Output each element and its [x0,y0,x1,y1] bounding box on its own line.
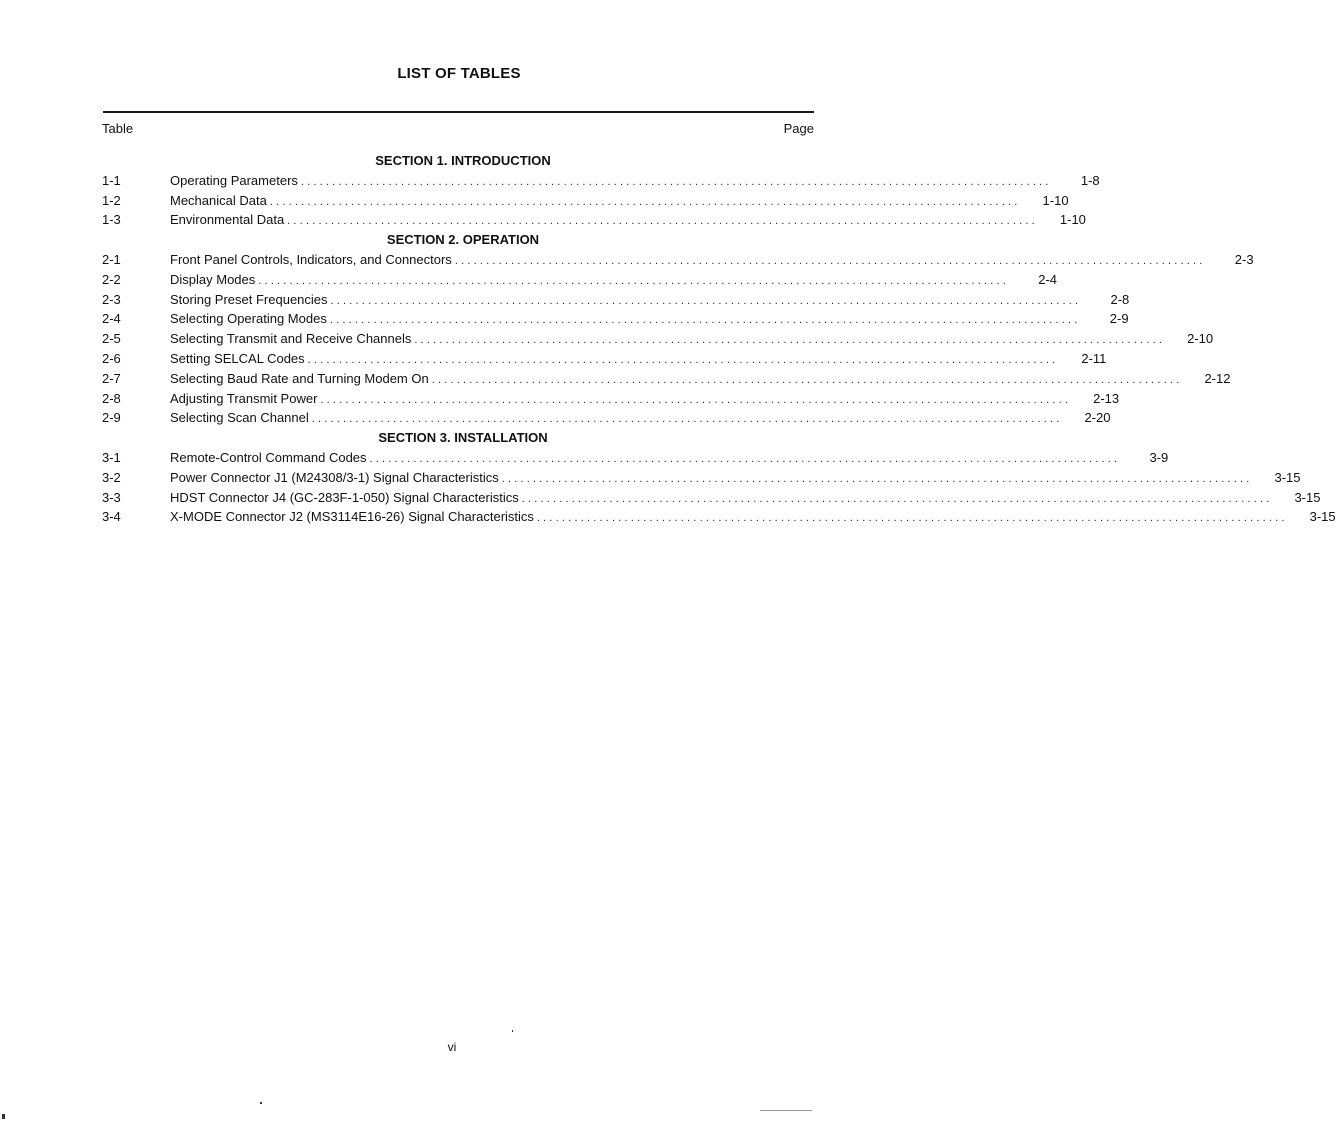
section-heading: SECTION 1. INTRODUCTION [375,153,551,168]
table-title: Selecting Transmit and Receive Channels [170,331,412,347]
dot-leader: ........................................................................................................................ [536,512,1288,525]
dot-leader: ........................................................................................................................ [269,195,1021,208]
table-number: 2-4 [102,311,121,327]
page-number: 3-15 [1294,489,1321,505]
table-column-heading: Table [102,121,134,136]
table-title: Environmental Data [170,212,285,228]
page-column-heading: Page [783,121,814,136]
table-title: Selecting Baud Rate and Turning Modem On [170,370,429,386]
page-number: 1-8 [1080,172,1100,188]
table-number: 2-7 [102,370,121,386]
page-folio: vi [447,1040,457,1054]
table-title: HDST Connector J4 (GC-283F-1-050) Signal Characteristics [170,489,519,505]
table-number: 2-3 [102,291,121,307]
page-number: 3-9 [1149,449,1169,465]
dot-leader: ........................................................................................................................ [414,334,1166,347]
dot-leader: ........................................................................................................................ [501,472,1253,485]
page-number: 2-12 [1204,370,1231,386]
table-title: Setting SELCAL Codes [170,350,305,366]
table-number: 1-2 [102,192,121,208]
page-number: 1-10 [1042,192,1069,208]
toc-entry[interactable] [102,210,1086,230]
dot-leader: ........................................................................................................................ [521,492,1273,505]
table-title: X-MODE Connector J2 (MS3114E16-26) Signal Characteristics [170,509,534,525]
table-number: 3-2 [102,469,121,485]
table-number: 2-5 [102,331,121,347]
page-number: 2-3 [1234,251,1254,267]
table-number: 2-9 [102,410,121,426]
section-heading: SECTION 2. OPERATION [386,232,540,248]
scan-speck [260,1102,262,1104]
page-number: 1-10 [1059,212,1086,228]
dot-leader: ........................................................................................................................ [258,274,1010,287]
table-title: Adjusting Transmit Power [170,390,318,406]
toc-entry[interactable] [102,250,1254,270]
dot-leader: ........................................................................................................................ [454,254,1206,267]
toc-entry[interactable] [102,290,1130,310]
page-number: 2-11 [1081,350,1107,366]
toc-entry[interactable] [102,507,1336,527]
dot-leader: ........................................................................................................................ [369,452,1121,465]
dot-leader: ........................................................................................................................ [329,314,1081,327]
toc-entry[interactable] [102,389,1120,409]
table-number: 1-3 [102,212,121,228]
table-title: Selecting Scan Channel [170,410,309,426]
page-number: 2-8 [1110,291,1130,307]
section-heading: SECTION 3. INSTALLATION [378,430,548,446]
toc-entry[interactable] [102,349,1107,369]
toc-entry[interactable] [102,270,1058,290]
toc-entry[interactable] [102,369,1231,389]
page-number: 3-15 [1309,509,1336,525]
toc-entry[interactable] [102,448,1169,468]
page-number: 2-13 [1093,390,1120,406]
toc-entry[interactable] [102,329,1214,349]
page-number: 3-15 [1274,469,1301,485]
table-number: 2-2 [102,271,121,287]
toc-entry[interactable] [102,191,1069,211]
table-title: Power Connector J1 (M24308/3-1) Signal Characteristics [170,469,499,485]
toc-entry[interactable] [102,488,1321,508]
scan-speck [2,1114,5,1119]
toc-entry[interactable] [102,468,1301,488]
toc-entry[interactable] [102,309,1129,329]
table-title: Storing Preset Frequencies [170,291,328,307]
table-title: Front Panel Controls, Indicators, and Connectors [170,251,452,267]
scan-speck [760,1110,812,1111]
dot-leader: ........................................................................................................................ [311,413,1063,426]
header-rule [103,111,814,113]
table-title: Mechanical Data [170,192,267,208]
page-number: 2-10 [1187,331,1214,347]
dot-leader: ........................................................................................................................ [330,294,1082,307]
table-of-tables [102,151,1336,527]
page-number: 2-9 [1109,311,1129,327]
table-title: Operating Parameters [170,172,298,188]
table-title: Display Modes [170,271,256,287]
dot-leader: ........................................................................................................................ [431,373,1183,386]
table-number: 3-4 [102,509,121,525]
toc-entry[interactable] [102,408,1111,428]
dot-leader: ........................................................................................................................ [300,175,1052,188]
table-number: 3-1 [102,449,121,465]
dot-leader: ........................................................................................................................ [307,353,1059,366]
table-number: 2-6 [102,350,121,366]
dot-leader: ........................................................................................................................ [287,215,1038,228]
page-number: 2-20 [1084,410,1111,426]
table-number: 3-3 [102,489,121,505]
table-number: 2-1 [102,251,121,267]
page-title: LIST OF TABLES [397,65,521,82]
table-number: 1-1 [102,172,121,188]
page-number: 2-4 [1038,271,1058,287]
table-title: Selecting Operating Modes [170,311,327,327]
dot-leader: ........................................................................................................................ [320,393,1072,406]
table-title: Remote-Control Command Codes [170,449,367,465]
scan-speck [512,1030,513,1032]
table-number: 2-8 [102,390,121,406]
toc-entry[interactable] [102,171,1100,191]
